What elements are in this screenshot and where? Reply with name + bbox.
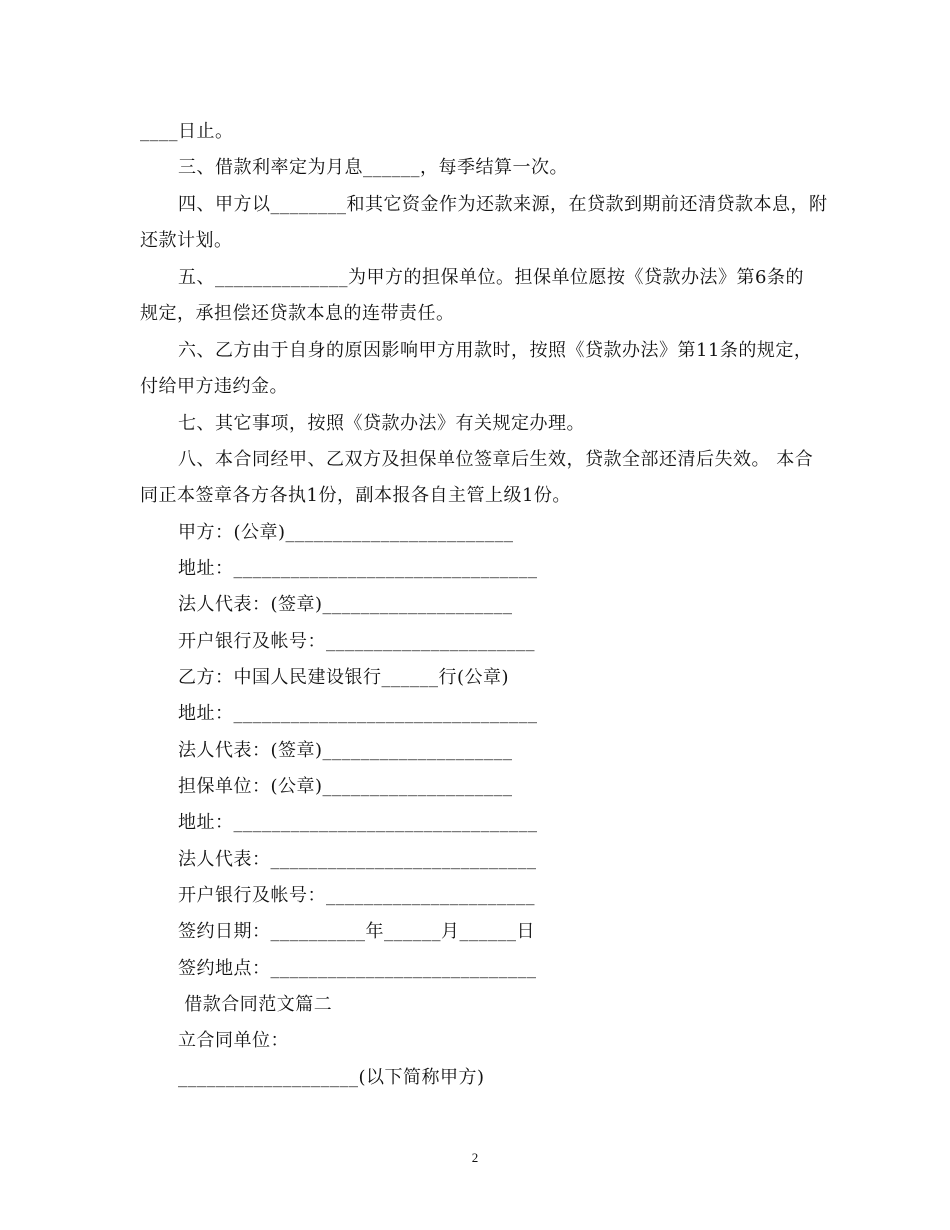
signature-line-address-guarantor: 地址：________________________________	[178, 812, 538, 833]
signature-line-party-a: 甲方：(公章)________________________	[178, 522, 514, 543]
text-line-4: 还款计划。	[140, 230, 233, 251]
text-line-7: 六、乙方由于自身的原因影响甲方用款时，按照《贷款办法》第11条的规定，	[178, 340, 813, 361]
signature-line-guarantor: 担保单位：(公章)____________________	[178, 776, 513, 797]
text-line-11: 同正本签章各方各执1份，副本报各自主管上级1份。	[140, 485, 571, 506]
page-number: 2	[471, 1150, 479, 1165]
party-a-blank-line: ___________________(以下简称甲方)	[178, 1067, 485, 1088]
signature-line-address-a: 地址：________________________________	[178, 558, 538, 579]
text-line-9: 七、其它事项，按照《贷款办法》有关规定办理。	[178, 413, 585, 434]
signature-line-bank-guarantor: 开户银行及帐号：______________________	[178, 885, 535, 906]
text-line-1: ____日止。	[140, 121, 234, 142]
signature-line-legal-rep-a: 法人代表：(签章)____________________	[178, 594, 513, 615]
signature-line-address-b: 地址：________________________________	[178, 703, 538, 724]
signature-line-party-b: 乙方：中国人民建设银行______行(公章)	[178, 667, 510, 688]
contracting-party-label: 立合同单位：	[178, 1030, 289, 1051]
signing-place-line: 签约地点：____________________________	[178, 958, 537, 979]
signature-line-legal-rep-guarantor: 法人代表：____________________________	[178, 849, 537, 870]
text-line-2: 三、借款利率定为月息______，每季结算一次。	[178, 157, 568, 178]
section-heading: 借款合同范文篇二	[178, 994, 333, 1015]
text-line-10: 八、本合同经甲、乙双方及担保单位签章后生效，贷款全部还清后失效。 本合	[178, 449, 814, 470]
signing-date-line: 签约日期：__________年______月______日	[178, 921, 535, 942]
signature-line-bank-a: 开户银行及帐号：______________________	[178, 631, 535, 652]
text-line-8: 付给甲方违约金。	[140, 376, 288, 397]
text-line-6: 规定，承担偿还贷款本息的连带责任。	[140, 303, 455, 324]
text-line-3: 四、甲方以________和其它资金作为还款来源，在贷款到期前还清贷款本息，附	[178, 194, 828, 215]
signature-line-legal-rep-b: 法人代表：(签章)____________________	[178, 740, 513, 761]
text-line-5: 五、______________为甲方的担保单位。担保单位愿按《贷款办法》第6条的	[178, 267, 804, 288]
